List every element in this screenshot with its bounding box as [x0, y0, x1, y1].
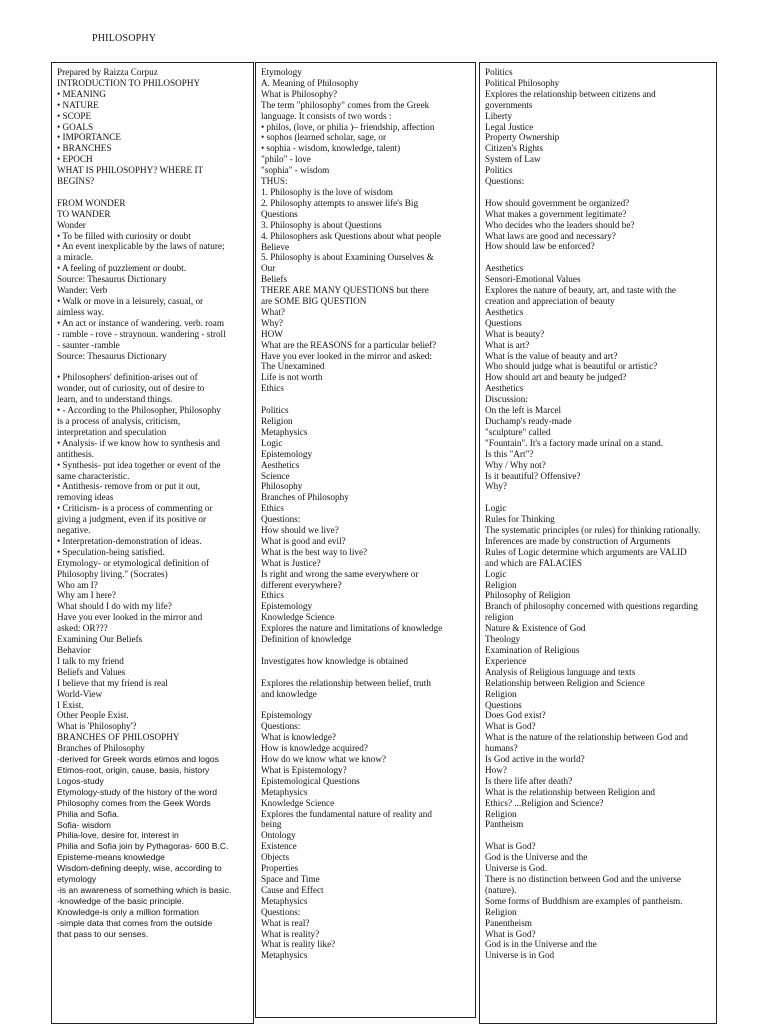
text-line: Prepared by Raizza Corpuz: [57, 67, 158, 77]
text-line: Source: Thesaurus Dictionary: [57, 274, 167, 285]
text-line: Citizen's Rights: [485, 143, 544, 154]
text-line: How is knowledge acquired?: [261, 743, 368, 754]
text-line: What is God?: [485, 841, 536, 852]
text-line: Sofia- wisdom: [57, 819, 111, 830]
text-line: Religion: [485, 579, 517, 590]
text-line: religion: [485, 612, 514, 623]
text-line: What laws are good and necessary?: [485, 230, 616, 241]
text-line: Some forms of Buddhism are examples of pantheism.: [485, 895, 683, 906]
text-line: What is beauty?: [485, 328, 545, 339]
text-line: Our: [261, 263, 276, 274]
text-line: - saunter -ramble: [57, 339, 120, 350]
text-line: Etymology- or etymological definition of: [57, 557, 210, 568]
text-line: Legal Justice: [485, 121, 534, 132]
text-line: Behavior: [57, 645, 91, 655]
text-line: are SOME BIG QUESTION: [261, 296, 367, 307]
text-line: learn, and to understand things.: [57, 394, 173, 405]
text-line: Is there life after death?: [485, 775, 573, 786]
text-line: Questions:: [485, 176, 525, 187]
text-line: Relationship between Religion and Science: [485, 677, 645, 688]
text-line: What is Justice?: [261, 557, 321, 568]
text-line: Politics: [485, 67, 513, 77]
text-line: Objects: [261, 852, 290, 863]
text-line: How should law be enforced?: [485, 241, 595, 252]
text-line: "Fountain". It's a factory made urinal on a stand.: [485, 437, 664, 448]
text-line: Life is not worth: [261, 372, 323, 383]
text-line: Aesthetics: [485, 306, 524, 317]
text-line: Questions: [261, 208, 298, 219]
text-line: and knowledge: [261, 688, 317, 699]
text-line: • Criticism- is a process of commenting or: [57, 503, 213, 514]
text-line: Philia-love, desire for, interest in: [57, 830, 179, 841]
column-left: [51, 62, 254, 1024]
text-line: Examination of Religious: [485, 644, 580, 655]
text-line: Believe: [261, 241, 290, 252]
text-line: [261, 700, 470, 711]
text-line: Political Philosophy: [485, 77, 560, 88]
text-line: [485, 492, 711, 503]
text-line: "sculpture" called: [485, 426, 551, 437]
text-line: Existence: [261, 841, 297, 852]
text-line: • A feeling of puzzlement or doubt.: [57, 263, 187, 274]
text-line: Questions:: [261, 721, 301, 732]
text-line: Questions: [485, 699, 522, 710]
text-line: THERE ARE MANY QUESTIONS but there: [261, 285, 429, 296]
text-line: Explores the relationship between belief, truth: [261, 677, 431, 688]
text-line: Philia and Sofia.: [57, 808, 120, 819]
text-line: Ethics: [261, 503, 284, 514]
text-line: [57, 361, 248, 372]
text-line: "sophia" - wisdom: [261, 165, 330, 176]
text-line: "philo" - love: [261, 154, 311, 165]
text-line: • philos, (love, or philia )– friendship, affection: [261, 121, 435, 132]
text-line: Why?: [261, 317, 283, 328]
text-line: different everywhere?: [261, 579, 342, 590]
text-line: • sophia - wisdom, knowledge, talent): [261, 143, 401, 154]
page-title: PHILOSOPHY: [92, 33, 157, 44]
text-line: that pass to our senses.: [57, 928, 149, 939]
text-line: Universe is in God: [485, 950, 555, 961]
text-line: HOW: [261, 328, 283, 339]
text-line: Wisdom-defining deeply, wise, according to: [57, 863, 222, 874]
text-line: Explores the relationship between citizens and: [485, 88, 656, 99]
text-line: Politics: [261, 405, 289, 416]
text-line: removing ideas: [57, 492, 114, 503]
text-line: [485, 252, 711, 263]
text-line: Philosophy living." (Socrates): [57, 568, 168, 579]
text-line: Is this "Art"?: [485, 448, 534, 459]
text-line: • EPOCH: [57, 154, 93, 165]
text-line: being: [261, 819, 282, 830]
text-line: A. Meaning of Philosophy: [261, 77, 359, 88]
text-line: Is right and wrong the same everywhere or: [261, 568, 419, 579]
text-line: Ethics: [261, 383, 284, 394]
text-line: creation and appreciation of beauty: [485, 296, 615, 306]
text-line: What is art?: [485, 339, 530, 350]
text-line: Why am I here?: [57, 590, 116, 601]
text-line: • sophos (learned scholar, sage, or: [261, 132, 387, 143]
text-line: giving a judgment, even if its positive or: [57, 514, 207, 525]
text-line: Experience: [485, 655, 527, 666]
text-line: Ethics? ...Religion and Science?: [485, 797, 604, 808]
text-line: -derived for Greek words etimos and logos: [57, 754, 219, 765]
text-line: Investigates how knowledge is obtained: [261, 655, 408, 666]
text-line: Questions: [485, 317, 522, 328]
text-line: • Speculation-being satisfied.: [57, 546, 165, 557]
text-line: What?: [261, 306, 285, 317]
text-line: 4. Philosophers ask Questions about what people: [261, 230, 441, 241]
text-line: -is an awareness of something which is basic.: [57, 884, 232, 895]
text-line: FROM WONDER: [57, 197, 126, 208]
text-line: • SCOPE: [57, 110, 92, 121]
text-line: • To be filled with curiosity or doubt: [57, 230, 191, 241]
text-line: Branches of Philosophy: [261, 492, 349, 503]
text-line: Source: Thesaurus Dictionary: [57, 350, 167, 361]
text-line: • Interpretation-demonstration of ideas.: [57, 535, 202, 546]
text-line: What is real?: [261, 917, 310, 928]
text-line: What is good and evil?: [261, 535, 346, 546]
text-line: What is the relationship between Religion and: [485, 786, 655, 797]
text-line: 3. Philosophy is about Questions: [261, 219, 382, 230]
text-line: [485, 187, 711, 198]
text-line: Philosophy: [261, 481, 303, 492]
text-line: interpretation and speculation: [57, 426, 167, 437]
text-line: Logos-study: [57, 775, 104, 786]
text-line: God is in the Universe and the: [485, 939, 597, 950]
text-line: Aesthetics: [261, 459, 300, 470]
text-line: Properties: [261, 863, 299, 874]
text-line: I believe that my friend is real: [57, 677, 168, 688]
text-line: aimless way.: [57, 306, 104, 317]
text-line: Sensori-Emotional Values: [485, 274, 581, 285]
text-line: Logic: [485, 568, 507, 579]
text-line: Nature & Existence of God: [485, 623, 586, 634]
text-line: Logic: [261, 437, 283, 448]
text-line: • Walk or move in a leisurely, casual, or: [57, 296, 204, 307]
text-line: Who am I?: [57, 579, 98, 590]
text-line: Liberty: [485, 110, 513, 121]
text-line: -simple data that comes from the outside: [57, 917, 213, 928]
text-line: negative.: [57, 525, 91, 536]
text-line: Etymology: [261, 67, 302, 77]
text-line: etymology: [57, 874, 97, 885]
text-line: [261, 667, 470, 678]
text-line: THUS:: [261, 176, 288, 187]
text-line: Who decides who the leaders should be?: [485, 219, 635, 230]
text-line: Universe is God.: [485, 863, 548, 874]
text-line: Pantheism: [485, 819, 524, 830]
column-right: [479, 62, 717, 1024]
text-line: Analysis of Religious language and texts: [485, 666, 636, 677]
text-line: What is the nature of the relationship between God and: [485, 732, 688, 743]
text-line: (nature).: [485, 884, 517, 895]
text-line: Knowledge Science: [261, 612, 335, 623]
text-line: What is reality like?: [261, 939, 336, 950]
text-line: What makes a government legitimate?: [485, 208, 627, 219]
text-line: WHAT IS PHILOSOPHY? WHERE IT: [57, 165, 204, 176]
text-line: Logic: [485, 503, 507, 514]
text-line: Does God exist?: [485, 710, 546, 721]
text-line: 2. Philosophy attempts to answer life's Big: [261, 197, 419, 208]
text-line: Philosophy of Religion: [485, 590, 571, 601]
text-line: Theology: [485, 634, 521, 645]
text-line: Explores the nature and limitations of knowledge: [261, 623, 443, 634]
text-line: Metaphysics: [261, 426, 308, 437]
text-line: Epistemology: [261, 601, 313, 612]
text-line: Metaphysics: [261, 950, 308, 961]
text-line: Explores the fundamental nature of reality and: [261, 808, 432, 819]
text-line: Beliefs and Values: [57, 666, 126, 677]
text-line: How should government be organized?: [485, 197, 630, 208]
text-line: • BRANCHES: [57, 143, 112, 154]
text-line: The Unexamined: [261, 361, 325, 372]
text-line: Episteme-means knowledge: [57, 852, 165, 863]
text-line: Inferences are made by construction of Arguments: [485, 535, 671, 546]
text-line: What is knowledge?: [261, 732, 337, 743]
text-line: • NATURE: [57, 99, 99, 110]
text-line: Metaphysics: [261, 786, 308, 797]
column-middle: [255, 62, 476, 1018]
text-line: What are the REASONS for a particular belief?: [261, 339, 437, 350]
text-line: Politics: [485, 165, 513, 176]
text-line: [261, 394, 470, 405]
text-line: Knowledge-is only a million formation: [57, 906, 199, 917]
text-line: 5. Philosophy is about Examining Ourselves &: [261, 252, 434, 263]
text-line: Knowledge Science: [261, 797, 335, 808]
text-line: Ontology: [261, 830, 296, 841]
text-line: Have you ever looked in the mirror and asked:: [261, 350, 432, 361]
text-line: What is Epistemology?: [261, 764, 347, 775]
text-line: System of Law: [485, 154, 541, 165]
text-line: BEGINS?: [57, 176, 95, 187]
text-line: What is Philosophy?: [261, 88, 338, 99]
text-line: Explores the nature of beauty, art, and taste with the: [485, 285, 676, 296]
text-line: INTRODUCTION TO PHILOSOPHY: [57, 77, 201, 88]
text-line: I Exist.: [57, 699, 84, 710]
text-line: Etymology-study of the history of the word: [57, 786, 218, 797]
text-line: • An event inexplicable by the laws of nature;: [57, 241, 225, 252]
text-line: Epistemology: [261, 448, 313, 459]
text-line: - ramble - rove - straynoun. wandering - stroll: [57, 328, 226, 339]
text-line: Cause and Effect: [261, 884, 324, 895]
text-line: • Analysis- if we know how to synthesis and: [57, 437, 220, 448]
text-line: Discussion:: [485, 394, 528, 405]
text-line: Branches of Philosophy: [57, 743, 145, 754]
text-line: Questions:: [261, 906, 301, 917]
text-line: 1. Philosophy is the love of wisdom: [261, 186, 393, 197]
text-line: Rules of Logic determine which arguments are VALID: [485, 546, 687, 557]
text-line: How should we live?: [261, 525, 339, 536]
text-line: Beliefs: [261, 274, 288, 285]
text-line: a miracle.: [57, 252, 94, 263]
text-line: language. It consists of two words :: [261, 110, 392, 121]
text-line: • Synthesis- put idea together or event of the: [57, 459, 221, 470]
text-line: same characteristic.: [57, 470, 130, 481]
text-line: Definition of knowledge: [261, 634, 352, 645]
text-line: What is God?: [485, 928, 536, 939]
text-line: Etimos-root, origin, cause, basis, history: [57, 764, 210, 775]
text-line: Aesthetics: [485, 263, 524, 274]
text-line: Metaphysics: [261, 895, 308, 906]
text-line: Duchamp's ready-made: [485, 415, 572, 426]
text-line: World-View: [57, 688, 103, 699]
text-line: What is the value of beauty and art?: [485, 350, 618, 361]
text-line: Why?: [485, 481, 507, 492]
text-line: BRANCHES OF PHILOSOPHY: [57, 732, 180, 743]
text-line: The term "philosophy" comes from the Greek: [261, 99, 430, 110]
text-line: There is no distinction between God and the universe: [485, 874, 681, 884]
text-line: What is the best way to live?: [261, 546, 368, 557]
text-line: • IMPORTANCE: [57, 132, 121, 143]
text-line: is a process of analysis, criticism,: [57, 415, 181, 426]
text-line: What is God?: [485, 721, 536, 732]
text-line: and which are FALACIES: [485, 557, 583, 568]
text-line: humans?: [485, 743, 518, 754]
text-line: [485, 830, 711, 841]
text-line: Space and Time: [261, 874, 320, 884]
text-line: antithesis.: [57, 448, 95, 459]
text-line: Why / Why not?: [485, 459, 546, 470]
text-line: Is God active in the world?: [485, 754, 585, 765]
text-line: Panentheism: [485, 917, 532, 928]
text-line: Examining Our Beliefs: [57, 634, 143, 645]
text-line: What is reality?: [261, 928, 320, 939]
text-line: Philia and Sofia join by Pythagoras- 600 B.C.: [57, 841, 229, 852]
text-line: Philosophy comes from the Geek Words: [57, 797, 211, 808]
text-line: How?: [485, 764, 507, 775]
text-line: • - According to the Philosopher, Philosophy: [57, 405, 221, 416]
text-line: God is the Universe and the: [485, 852, 588, 863]
text-line: Religion: [485, 688, 517, 699]
text-line: Religion: [485, 808, 517, 819]
text-line: • An act or instance of wandering. verb. roam: [57, 317, 225, 328]
text-line: TO WANDER: [57, 208, 111, 219]
text-line: Rules for Thinking: [485, 514, 555, 525]
text-line: Aesthetics: [485, 383, 524, 394]
text-line: • MEANING: [57, 88, 106, 99]
text-line: wonder, out of curiosity, out of desire to: [57, 383, 205, 394]
text-line: Epistemological Questions: [261, 775, 360, 786]
text-line: Property Ownership: [485, 132, 560, 143]
text-line: Branch of philosophy concerned with questions regarding: [485, 601, 698, 612]
text-line: • Philosophers' definition-arises out of: [57, 372, 198, 383]
text-line: Who should judge what is beautiful or artistic?: [485, 361, 658, 372]
text-line: The systematic principles (or rules) for thinking rationally.: [485, 525, 701, 536]
text-line: Have you ever looked in the mirror and: [57, 612, 203, 623]
text-line: How should art and beauty be judged?: [485, 372, 627, 383]
text-line: • GOALS: [57, 121, 94, 132]
text-line: Religion: [485, 906, 517, 917]
text-line: Is it beautiful? Offensive?: [485, 470, 581, 481]
text-line: Wonder: [57, 219, 86, 230]
text-line: Religion: [261, 415, 293, 426]
text-line: Questions:: [261, 514, 301, 525]
text-line: • Antithesis- remove from or put it out,: [57, 481, 201, 492]
text-line: On the left is Marcel: [485, 405, 562, 416]
text-line: Science: [261, 470, 290, 481]
text-line: -knowledge of the basic principle.: [57, 895, 185, 906]
text-line: Epistemology: [261, 710, 313, 721]
text-line: [57, 187, 248, 198]
text-line: [261, 645, 470, 656]
text-line: How do we know what we know?: [261, 754, 387, 765]
text-line: What should I do with my life?: [57, 601, 172, 612]
text-line: What is 'Philosophy'?: [57, 721, 137, 732]
text-line: asked: OR???: [57, 623, 108, 634]
text-line: governments: [485, 99, 533, 110]
text-line: Wander: Verb: [57, 285, 108, 296]
text-line: Ethics: [261, 590, 284, 601]
text-line: Other People Exist.: [57, 710, 129, 721]
text-line: I talk to my friend: [57, 655, 124, 666]
